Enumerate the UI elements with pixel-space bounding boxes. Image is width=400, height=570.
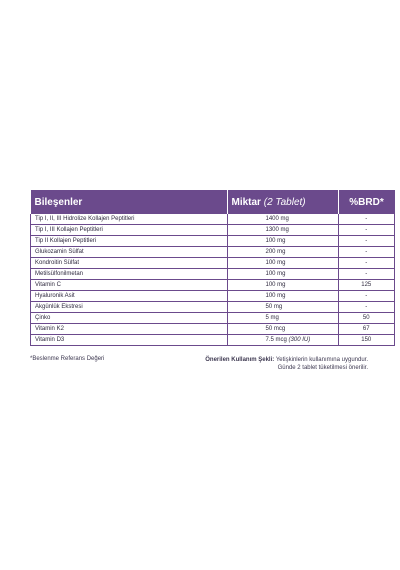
ingredient-name: Tip I, II, III Hidrolize Kollajen Peptitleri — [31, 214, 228, 225]
table-row — [31, 324, 395, 335]
table-row — [31, 335, 395, 346]
ingredient-amount: 100 mg — [227, 236, 338, 247]
table-body — [31, 214, 395, 346]
ingredient-rdv: - — [338, 302, 395, 313]
ingredient-amount-alt: (300 IU) — [288, 337, 311, 343]
ingredient-rdv: - — [338, 258, 395, 269]
table-row — [31, 280, 395, 291]
header-rdv: %BRD* — [349, 196, 384, 208]
ingredient-amount: 1300 mg — [227, 225, 338, 236]
table-row — [31, 225, 395, 236]
ingredient-amount: 200 mg — [227, 247, 338, 258]
ingredient-name: Hyaluronik Asit — [31, 291, 228, 302]
ingredient-amount: 100 mg — [227, 269, 338, 280]
ingredient-amount: 1400 mg — [227, 214, 338, 225]
usage-instructions — [180, 356, 368, 372]
table-row — [31, 302, 395, 313]
ingredient-amount: 50 mcg — [227, 324, 338, 335]
ingredient-rdv: - — [338, 269, 395, 280]
ingredient-name: Çinko — [31, 313, 228, 324]
usage-line-1: Yetişkinlerin kullanımına uygundur. — [275, 357, 368, 363]
table-row — [31, 258, 395, 269]
usage-line-2: Günde 2 tablet tüketilmesi önerilir. — [277, 365, 368, 371]
ingredient-name: Tip I, III Kollajen Peptitleri — [31, 225, 228, 236]
table-row — [31, 247, 395, 258]
table-row — [31, 313, 395, 324]
table-row — [31, 214, 395, 225]
ingredient-rdv: - — [338, 291, 395, 302]
usage-title: Önerilen Kullanım Şekli: — [205, 357, 275, 363]
ingredient-rdv: - — [338, 247, 395, 258]
ingredient-amount: 100 mg — [227, 280, 338, 291]
ingredient-rdv: - — [338, 214, 395, 225]
ingredient-rdv: 50 — [338, 313, 395, 324]
header-amount-note: (2 Tablet) — [263, 196, 306, 208]
ingredient-rdv: 150 — [338, 335, 395, 346]
ingredient-amount: 100 mg — [227, 258, 338, 269]
footnote: *Beslenme Referans Değeri — [30, 356, 105, 362]
ingredient-name: Akgünlük Ekstresi — [31, 302, 228, 313]
ingredient-amount: 5 mg — [227, 313, 338, 324]
nutrition-panel — [30, 190, 384, 380]
ingredient-name: Glukozamin Sülfat — [31, 247, 228, 258]
table-row — [31, 269, 395, 280]
ingredient-rdv: 125 — [338, 280, 395, 291]
table-row — [31, 291, 395, 302]
ingredient-rdv: 67 — [338, 324, 395, 335]
ingredient-amount: 50 mg — [227, 302, 338, 313]
header-ingredient: Bileşenler — [31, 190, 228, 214]
ingredient-name: Tip II Kollajen Peptitleri — [31, 236, 228, 247]
table-header-row — [31, 190, 395, 214]
footer — [30, 356, 368, 380]
header-amount: Miktar (2 Tablet) — [227, 190, 338, 214]
table-row — [31, 236, 395, 247]
ingredient-name: Vitamin K2 — [31, 324, 228, 335]
ingredient-rdv: - — [338, 225, 395, 236]
nutrition-table — [30, 190, 395, 346]
ingredient-name: Kondroitin Sülfat — [31, 258, 228, 269]
ingredient-rdv: - — [338, 236, 395, 247]
ingredient-name: Vitamin D3 — [31, 335, 228, 346]
ingredient-name: Vitamin C — [31, 280, 228, 291]
ingredient-name: Metilsülfonilmetan — [31, 269, 228, 280]
ingredient-amount: 100 mg — [227, 291, 338, 302]
ingredient-amount: 7.5 mcg (300 IU) — [227, 335, 338, 346]
